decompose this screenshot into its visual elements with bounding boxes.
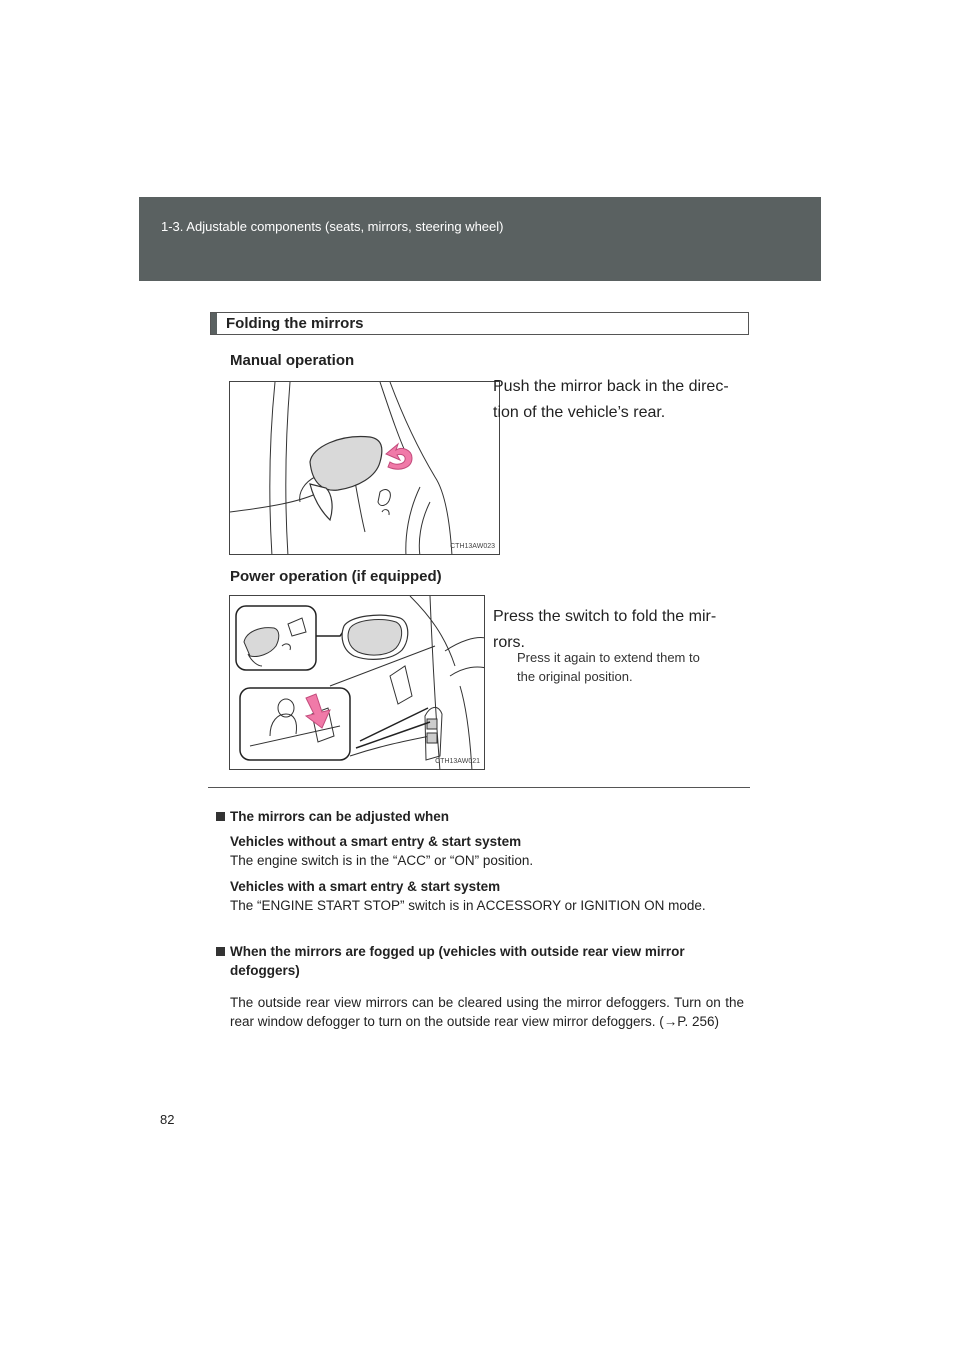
section-bar xyxy=(211,313,217,334)
breadcrumb: 1-3. Adjustable components (seats, mirrors, steering wheel) xyxy=(161,219,504,234)
without-system-text: The engine switch is in the “ACC” or “ON” position. xyxy=(230,853,534,868)
bullet-adjust xyxy=(216,812,225,821)
section-title: Folding the mirrors xyxy=(226,315,364,332)
fold-arrow xyxy=(386,444,412,469)
section-divider xyxy=(208,787,750,788)
mirror-shape xyxy=(310,437,382,491)
power-figure-code: CTH13AW021 xyxy=(435,758,480,765)
manual-fold-illustration xyxy=(230,382,500,555)
power-operation-title: Power operation (if equipped) xyxy=(230,568,442,585)
fog-title: When the mirrors are fogged up (vehicles with outside rear view mirror defoggers) xyxy=(230,944,685,978)
manual-figure-code: CTH13AW023 xyxy=(450,543,495,550)
power-fold-illustration xyxy=(230,596,485,770)
manual-operation-title: Manual operation xyxy=(230,352,355,369)
manual-instruction-line1: Push the mirror back in the direc- xyxy=(493,378,729,395)
power-instruction-line2: rors. xyxy=(493,634,525,651)
fog-text: The outside rear view mirrors can be cleared using the mirror defoggers. Turn on the rear window defogger to turn on the outside rear view mirror defoggers. (→P. 256) xyxy=(230,995,744,1029)
inset-switch xyxy=(240,688,350,760)
power-fold-figure xyxy=(229,595,485,770)
manual-instruction-line2: tion of the vehicle’s rear. xyxy=(493,404,666,421)
header-band xyxy=(139,197,821,281)
section-heading xyxy=(210,312,749,335)
with-system-text: The “ENGINE START STOP” switch is in ACCESSORY or IGNITION ON mode. xyxy=(230,898,706,913)
power-note-line1: Press it again to extend them to xyxy=(517,650,700,665)
with-system-title: Vehicles with a smart entry & start system xyxy=(230,879,501,894)
adjust-title: The mirrors can be adjusted when xyxy=(230,809,450,824)
page-number: 82 xyxy=(160,1112,175,1127)
bullet-fog xyxy=(216,947,225,956)
power-instruction-line1: Press the switch to fold the mir- xyxy=(493,608,717,625)
without-system-title: Vehicles without a smart entry & start system xyxy=(230,834,522,849)
power-note-line2: the original position. xyxy=(517,669,633,684)
manual-fold-figure xyxy=(229,381,500,555)
